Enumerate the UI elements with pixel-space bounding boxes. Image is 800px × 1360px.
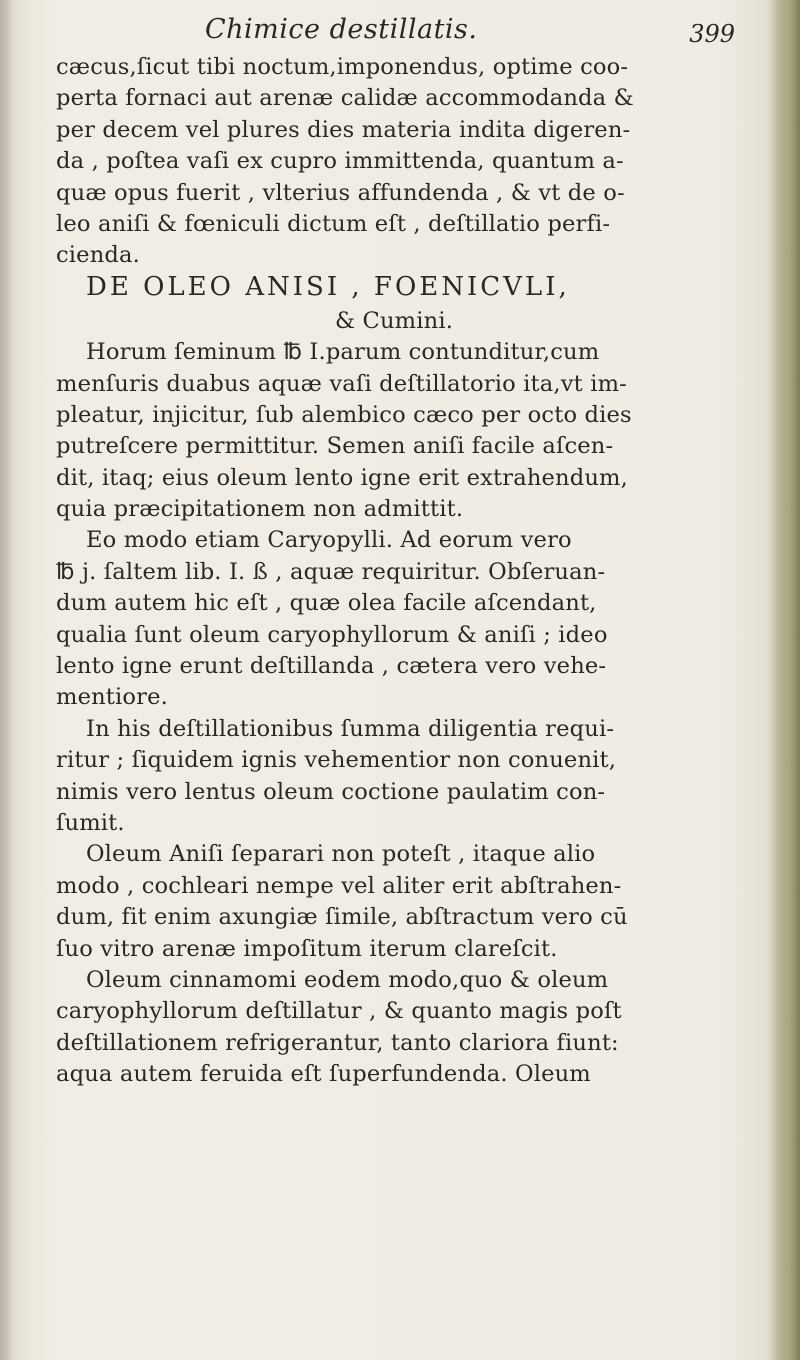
text-line: pleatur, injicitur, ſub alembico cæco per octo dies: [56, 401, 632, 428]
text-line: leo aniſi & fœniculi dictum eſt , deſtillatio perfi-: [56, 210, 611, 237]
text-line: aqua autem feruida eſt ſuperfundenda. Oleum: [56, 1061, 591, 1088]
page-number: 399: [689, 20, 735, 48]
text-line: ſumit.: [56, 809, 125, 836]
section-heading: DE OLEO ANISI , FOENICVLI,: [86, 271, 570, 302]
text-line: mentiore.: [56, 684, 168, 711]
text-line: cæcus,ſicut tibi noctum,imponendus, optime coo-: [56, 54, 629, 80]
text-line: cienda.: [56, 242, 140, 269]
text-line: Eo modo etiam Caryopylli. Ad eorum vero: [86, 527, 572, 554]
text-line: nimis vero lentus oleum coctione paulatim con-: [56, 778, 606, 805]
section-subheading: & Cumini.: [334, 307, 454, 334]
text-line: Oleum cinnamomi eodem modo,quo & oleum: [86, 966, 609, 993]
text-line: Horum ſeminum ℔ I.parum contunditur,cum: [86, 339, 600, 366]
text-line: lento igne erunt deſtillanda , cætera vero vehe-: [56, 653, 607, 680]
text-line: deſtillationem refrigerantur, tanto clariora fiunt:: [56, 1029, 619, 1056]
gutter-shadow: [0, 0, 14, 1360]
text-line: quia præcipitationem non admittit.: [56, 496, 464, 523]
text-line: putreſcere permittitur. Semen aniſi facile aſcen-: [56, 433, 614, 460]
body-text: [56, 52, 772, 1091]
page-header: [195, 14, 735, 50]
text-line: dum, fit enim axungiæ ſimile, abſtractum vero cū: [56, 904, 628, 931]
text-line: qualia ſunt oleum caryophyllorum & aniſi ; ideo: [56, 621, 608, 648]
text-line: modo , cochleari nempe vel aliter erit abſtrahen-: [56, 872, 622, 899]
opening-paragraph: [56, 52, 772, 272]
running-title: Chimice destillatis.: [205, 14, 478, 45]
section-paragraphs: [56, 337, 772, 1090]
text-line: perta fornaci aut arenæ calidæ accommodanda &: [56, 85, 634, 112]
text-line: ritur ; ſiquidem ignis vehementior non conuenit,: [56, 747, 617, 774]
text-line: da , poſtea vaſi ex cupro immittenda, quantum a-: [56, 148, 624, 175]
text-line: dum autem hic eſt , quæ olea facile aſcendant,: [56, 590, 597, 617]
text-line: ℔ j. ſaltem lib. I. ß , aquæ requiritur. Obſeruan-: [56, 558, 606, 585]
text-line: menſuris duabus aquæ vaſi deſtillatorio ita,vt im-: [56, 370, 627, 397]
text-line: ſuo vitro arenæ impoſitum iterum clareſcit.: [56, 935, 558, 962]
text-line: In his deſtillationibus ſumma diligentia requi-: [86, 715, 615, 742]
text-line: Oleum Aniſi ſeparari non poteſt , itaque alio: [86, 841, 596, 868]
text-line: caryophyllorum deſtillatur , & quanto magis poſt: [56, 998, 622, 1025]
text-line: per decem vel plures dies materia indita digeren-: [56, 116, 631, 143]
text-line: quæ opus fuerit , vlterius affundenda , & vt de o-: [56, 179, 625, 206]
text-line: dit, itaq; eius oleum lento igne erit extrahendum,: [56, 464, 628, 491]
